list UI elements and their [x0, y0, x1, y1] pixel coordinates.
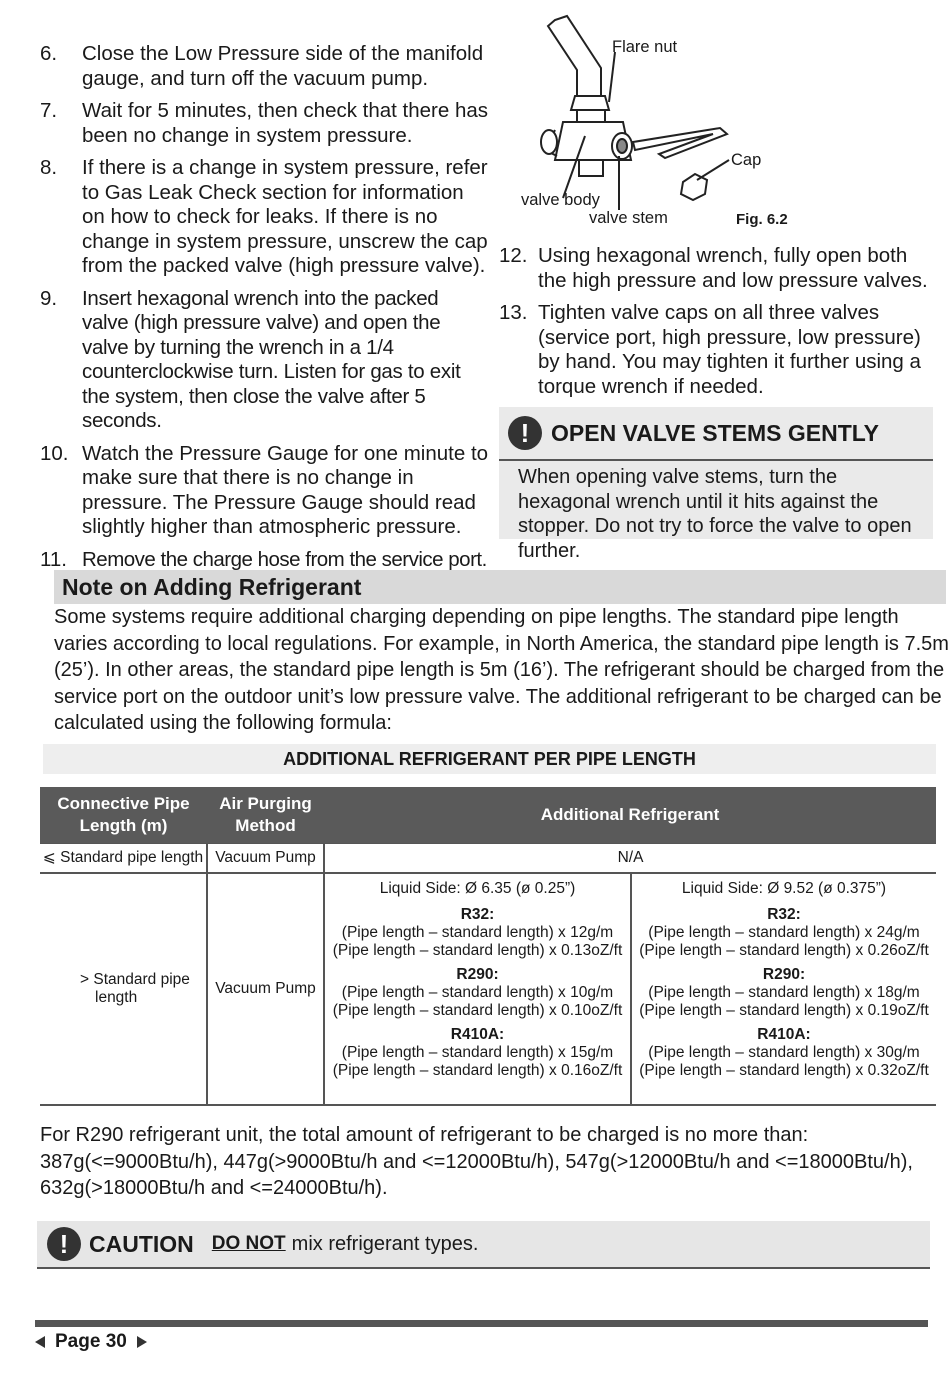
step-9	[40, 287, 490, 434]
step-12	[499, 244, 929, 293]
warning-header	[499, 407, 933, 461]
table-row	[40, 873, 936, 1105]
valve-stem-label: valve stem	[589, 209, 668, 227]
step-13	[499, 301, 929, 399]
formula-imperial: (Pipe length – standard length) x 0.26oZ/ft	[639, 942, 929, 959]
page-label: Page 30	[55, 1331, 127, 1352]
formula-imperial: (Pipe length – standard length) x 0.19oZ/ft	[639, 1002, 929, 1019]
liquid-side-header: Liquid Side: Ø 9.52 (ø 0.375”)	[681, 880, 887, 897]
formula-imperial: (Pipe length – standard length) x 0.10oZ/ft	[332, 1002, 623, 1019]
step-number: 7.	[40, 99, 58, 122]
figure-caption: Fig. 6.2	[736, 211, 788, 228]
step-text: Watch the Pressure Gauge for one minute to make sure that there is no change in pressure. The Pressure Gauge should read slightly higher than atmospheric pressure.	[82, 441, 489, 538]
formula-metric: (Pipe length – standard length) x 24g/m	[648, 924, 920, 941]
note-paragraph: Some systems require additional charging depending on pipe lengths. The standard pipe length varies according to local regulations. For example, in North America, the standard pipe length is 7.5m (25’). In other areas, the standard pipe length is 5m (16’). The refrigerant should be charged from the service port on the outdoor unit’s low pressure valve. The additional refrigerant to be charged can be calculated using the following formula:	[54, 606, 949, 734]
formula-metric: (Pipe length – standard length) x 18g/m	[648, 984, 920, 1001]
formula-metric: (Pipe length – standard length) x 10g/m	[341, 984, 614, 1001]
cell-text: length	[95, 989, 138, 1006]
warning-title: OPEN VALVE STEMS GENTLY	[551, 419, 880, 446]
cell-liquid-large	[631, 873, 936, 1105]
footer-rule	[35, 1320, 928, 1327]
formula-imperial: (Pipe length – standard length) x 0.32oZ/ft	[639, 1062, 929, 1079]
table-title: ADDITIONAL REFRIGERANT PER PIPE LENGTH	[43, 744, 936, 774]
right-step-list	[499, 244, 929, 407]
step-number: 6.	[40, 42, 58, 65]
step-number: 12.	[499, 244, 528, 267]
refrigerant-table	[40, 787, 936, 1106]
header-text: Connective Pipe	[57, 794, 190, 813]
step-text: Tighten valve caps on all three valves (service port, high pressure, low pressure) by hand. You may tighten it further using a torque wrench if needed.	[538, 301, 921, 398]
note-title: Note on Adding Refrigerant	[62, 573, 362, 600]
formula-metric: (Pipe length – standard length) x 30g/m	[648, 1044, 920, 1061]
gas-label: R290:	[762, 966, 806, 983]
exclamation-icon: !	[47, 1227, 81, 1261]
step-text: Using hexagonal wrench, fully open both the high pressure and low pressure valves.	[538, 244, 928, 292]
header-pipe-length	[40, 787, 207, 844]
step-10	[40, 442, 490, 540]
left-step-list	[40, 42, 490, 580]
step-text: Remove the charge hose from the service port.	[82, 547, 487, 571]
step-number: 10.	[40, 441, 69, 465]
step-text: Insert hexagonal wrench into the packed valve (high pressure valve) and open the valve by turning the wrench in a 1/4 counterclockwise turn. Listen for gas to exit the system, then close the valve after 5 seconds.	[82, 286, 461, 432]
step-number: 11.	[40, 547, 67, 571]
next-page-icon[interactable]	[137, 1336, 147, 1348]
cell-value: N/A	[324, 844, 936, 874]
header-text: Air Purging	[219, 794, 312, 813]
table-header-row	[40, 787, 936, 844]
step-11	[40, 548, 490, 573]
step-text: Close the Low Pressure side of the manifold gauge, and turn off the vacuum pump.	[82, 42, 484, 90]
step-number: 13.	[499, 301, 528, 324]
liquid-side-header: Liquid Side: Ø 6.35 (ø 0.25”)	[379, 880, 576, 897]
warning-body: When opening valve stems, turn the hexagonal wrench until it hits against the stopper. Do not try to force the valve to open further.	[518, 466, 912, 562]
flare-nut-label: Flare nut	[612, 38, 678, 56]
header-text: Length (m)	[79, 816, 168, 835]
valve-figure	[515, 10, 835, 235]
exclamation-icon: !	[508, 416, 542, 450]
previous-page-icon[interactable]	[35, 1336, 45, 1348]
gas-label: R32:	[460, 906, 495, 923]
step-8	[40, 156, 490, 279]
cell-method: Vacuum Pump	[207, 844, 324, 874]
valve-body-label: valve body	[521, 191, 600, 209]
header-text: Method	[235, 816, 296, 835]
page-navigation	[35, 1330, 147, 1354]
formula-imperial: (Pipe length – standard length) x 0.13oZ/ft	[332, 942, 623, 959]
gas-label: R410A:	[450, 1026, 505, 1043]
step-text: Wait for 5 minutes, then check that there has been no change in system pressure.	[82, 99, 489, 147]
caution-emphasis: DO NOT	[211, 1233, 286, 1254]
caution-title: CAUTION	[89, 1230, 194, 1257]
cell-liquid-small	[324, 873, 631, 1105]
gas-label: R290:	[456, 966, 499, 983]
open-valve-warning	[499, 407, 933, 562]
formula-metric: (Pipe length – standard length) x 15g/m	[341, 1044, 614, 1061]
note-section-header	[54, 570, 946, 604]
header-purging-method	[207, 787, 324, 844]
gas-label: R32:	[767, 906, 801, 923]
cell-length	[40, 873, 207, 1105]
step-number: 9.	[40, 286, 58, 310]
header-additional-refrigerant: Additional Refrigerant	[324, 787, 936, 844]
caution-text: mix refrigerant types.	[291, 1232, 479, 1255]
table-row	[40, 844, 936, 874]
caution-box	[37, 1221, 930, 1269]
formula-metric: (Pipe length – standard length) x 12g/m	[341, 924, 614, 941]
gas-label: R410A:	[757, 1026, 811, 1043]
step-text: If there is a change in system pressure, refer to Gas Leak Check section for information on how to check for leaks. If there is no change in system pressure, unscrew the cap from the packed valve (high pressure valve).	[82, 156, 488, 277]
step-6	[40, 42, 490, 91]
cell-method: Vacuum Pump	[207, 873, 324, 1105]
step-number: 8.	[40, 156, 58, 179]
step-7	[40, 99, 490, 148]
cell-length: ⩽ Standard pipe length	[40, 844, 207, 874]
formula-imperial: (Pipe length – standard length) x 0.16oZ/ft	[332, 1062, 623, 1079]
cap-label: Cap	[731, 151, 762, 169]
r290-note: For R290 refrigerant unit, the total amount of refrigerant to be charged is no more than: 387g(<=9000Btu/h), 447g(>9000Btu/h and <=12000Btu/h), 547g(>12000Btu/h and <=18000Btu/h), 632g(>18000Btu/h and <=24000Btu/h).	[40, 1124, 913, 1199]
cell-text: > Standard pipe	[80, 971, 190, 988]
